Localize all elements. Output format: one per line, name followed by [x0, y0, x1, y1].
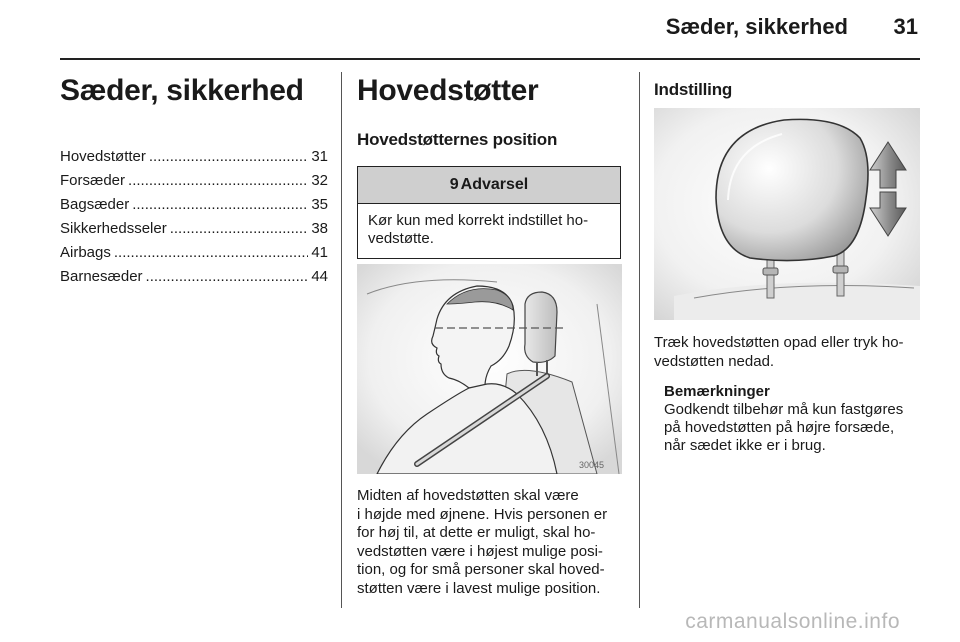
toc-row[interactable]: [60, 148, 328, 172]
toc-label: Sikkerhedsseler: [60, 220, 167, 237]
toc-leader: [149, 148, 308, 165]
toc-label: Bagsæder: [60, 196, 130, 213]
header-title: Sæder, sikkerhed: [665, 14, 848, 39]
toc-leader: [170, 220, 309, 237]
driver-illustration: [357, 264, 622, 474]
note-line: når sædet ikke er i brug.: [664, 437, 826, 454]
paragraph-line: tion, og for små personer skal hoved-: [357, 561, 605, 578]
toc-row[interactable]: [60, 268, 328, 292]
toc-page: 41: [311, 244, 328, 261]
paragraph-line: i højde med øjnene. Hvis personen er: [357, 505, 608, 523]
page-number: 31: [893, 14, 918, 39]
section-title: Sæder, sikkerhed: [60, 74, 304, 107]
paragraph-line: Midten af hovedstøtten skal være: [357, 487, 579, 504]
toc-row[interactable]: [60, 196, 328, 220]
warning-header: [358, 167, 620, 204]
column-divider-right: [639, 72, 640, 608]
headrest-illustration: [654, 108, 920, 320]
driver-headrest-figure: [357, 264, 622, 474]
column-adjustment: [654, 74, 922, 100]
watermark-text[interactable]: carmanualsonline.info: [685, 610, 900, 633]
toc-page: 44: [311, 268, 328, 285]
toc-label: Airbags: [60, 244, 111, 261]
paragraph-line: støtten være i lavest mulige position.: [357, 579, 601, 597]
table-of-contents: [60, 148, 328, 292]
headrest-adjust-figure: [654, 108, 920, 320]
toc-page: 38: [311, 220, 328, 237]
position-paragraph: [357, 487, 627, 598]
toc-leader: [132, 196, 308, 213]
header-rule: [60, 58, 920, 60]
warning-box: [357, 166, 621, 259]
toc-row[interactable]: [60, 244, 328, 268]
paragraph-line: vedstøtten nedad.: [654, 352, 775, 370]
toc-label: Forsæder: [60, 172, 126, 189]
warning-line: vedstøtte.: [368, 230, 434, 247]
toc-label: Barnesæder: [60, 268, 143, 285]
toc-row[interactable]: [60, 220, 328, 244]
paragraph-line: for høj til, at dette er muligt, skal ho-: [357, 524, 596, 541]
toc-row[interactable]: [60, 172, 328, 196]
column-toc: [60, 74, 328, 292]
toc-label: Hovedstøtter: [60, 148, 146, 165]
warning-triangle-icon: 9: [449, 176, 459, 193]
toc-leader: [114, 244, 308, 261]
paragraph-line: Træk hovedstøtten opad eller tryk ho-: [654, 334, 904, 351]
toc-leader: [146, 268, 309, 285]
toc-page: 32: [311, 172, 328, 189]
note-line: Godkendt tilbehør må kun fastgøres: [664, 401, 904, 418]
warning-text: [358, 204, 620, 258]
warning-line: Kør kun med korrekt indstillet ho-: [368, 212, 589, 229]
figure-number: 30045: [579, 460, 605, 470]
toc-page: 31: [311, 148, 328, 165]
adjustment-paragraph: [654, 334, 929, 455]
warning-title: Advarsel: [460, 176, 529, 193]
note-line: på hovedstøtten på højre forsæde,: [664, 419, 895, 436]
note-title: Bemærkninger: [664, 383, 770, 400]
position-subtitle: Hovedstøtternes position: [357, 130, 558, 149]
toc-leader: [128, 172, 308, 189]
toc-page: 35: [311, 196, 328, 213]
column-divider-left: [341, 72, 342, 608]
paragraph-line: vedstøtten være i højest mulige posi-: [357, 542, 603, 560]
note-box: [664, 383, 929, 455]
column-headrest-position: [357, 74, 622, 259]
headrests-title: Hovedstøtter: [357, 74, 539, 107]
adjustment-title: Indstilling: [654, 80, 733, 99]
